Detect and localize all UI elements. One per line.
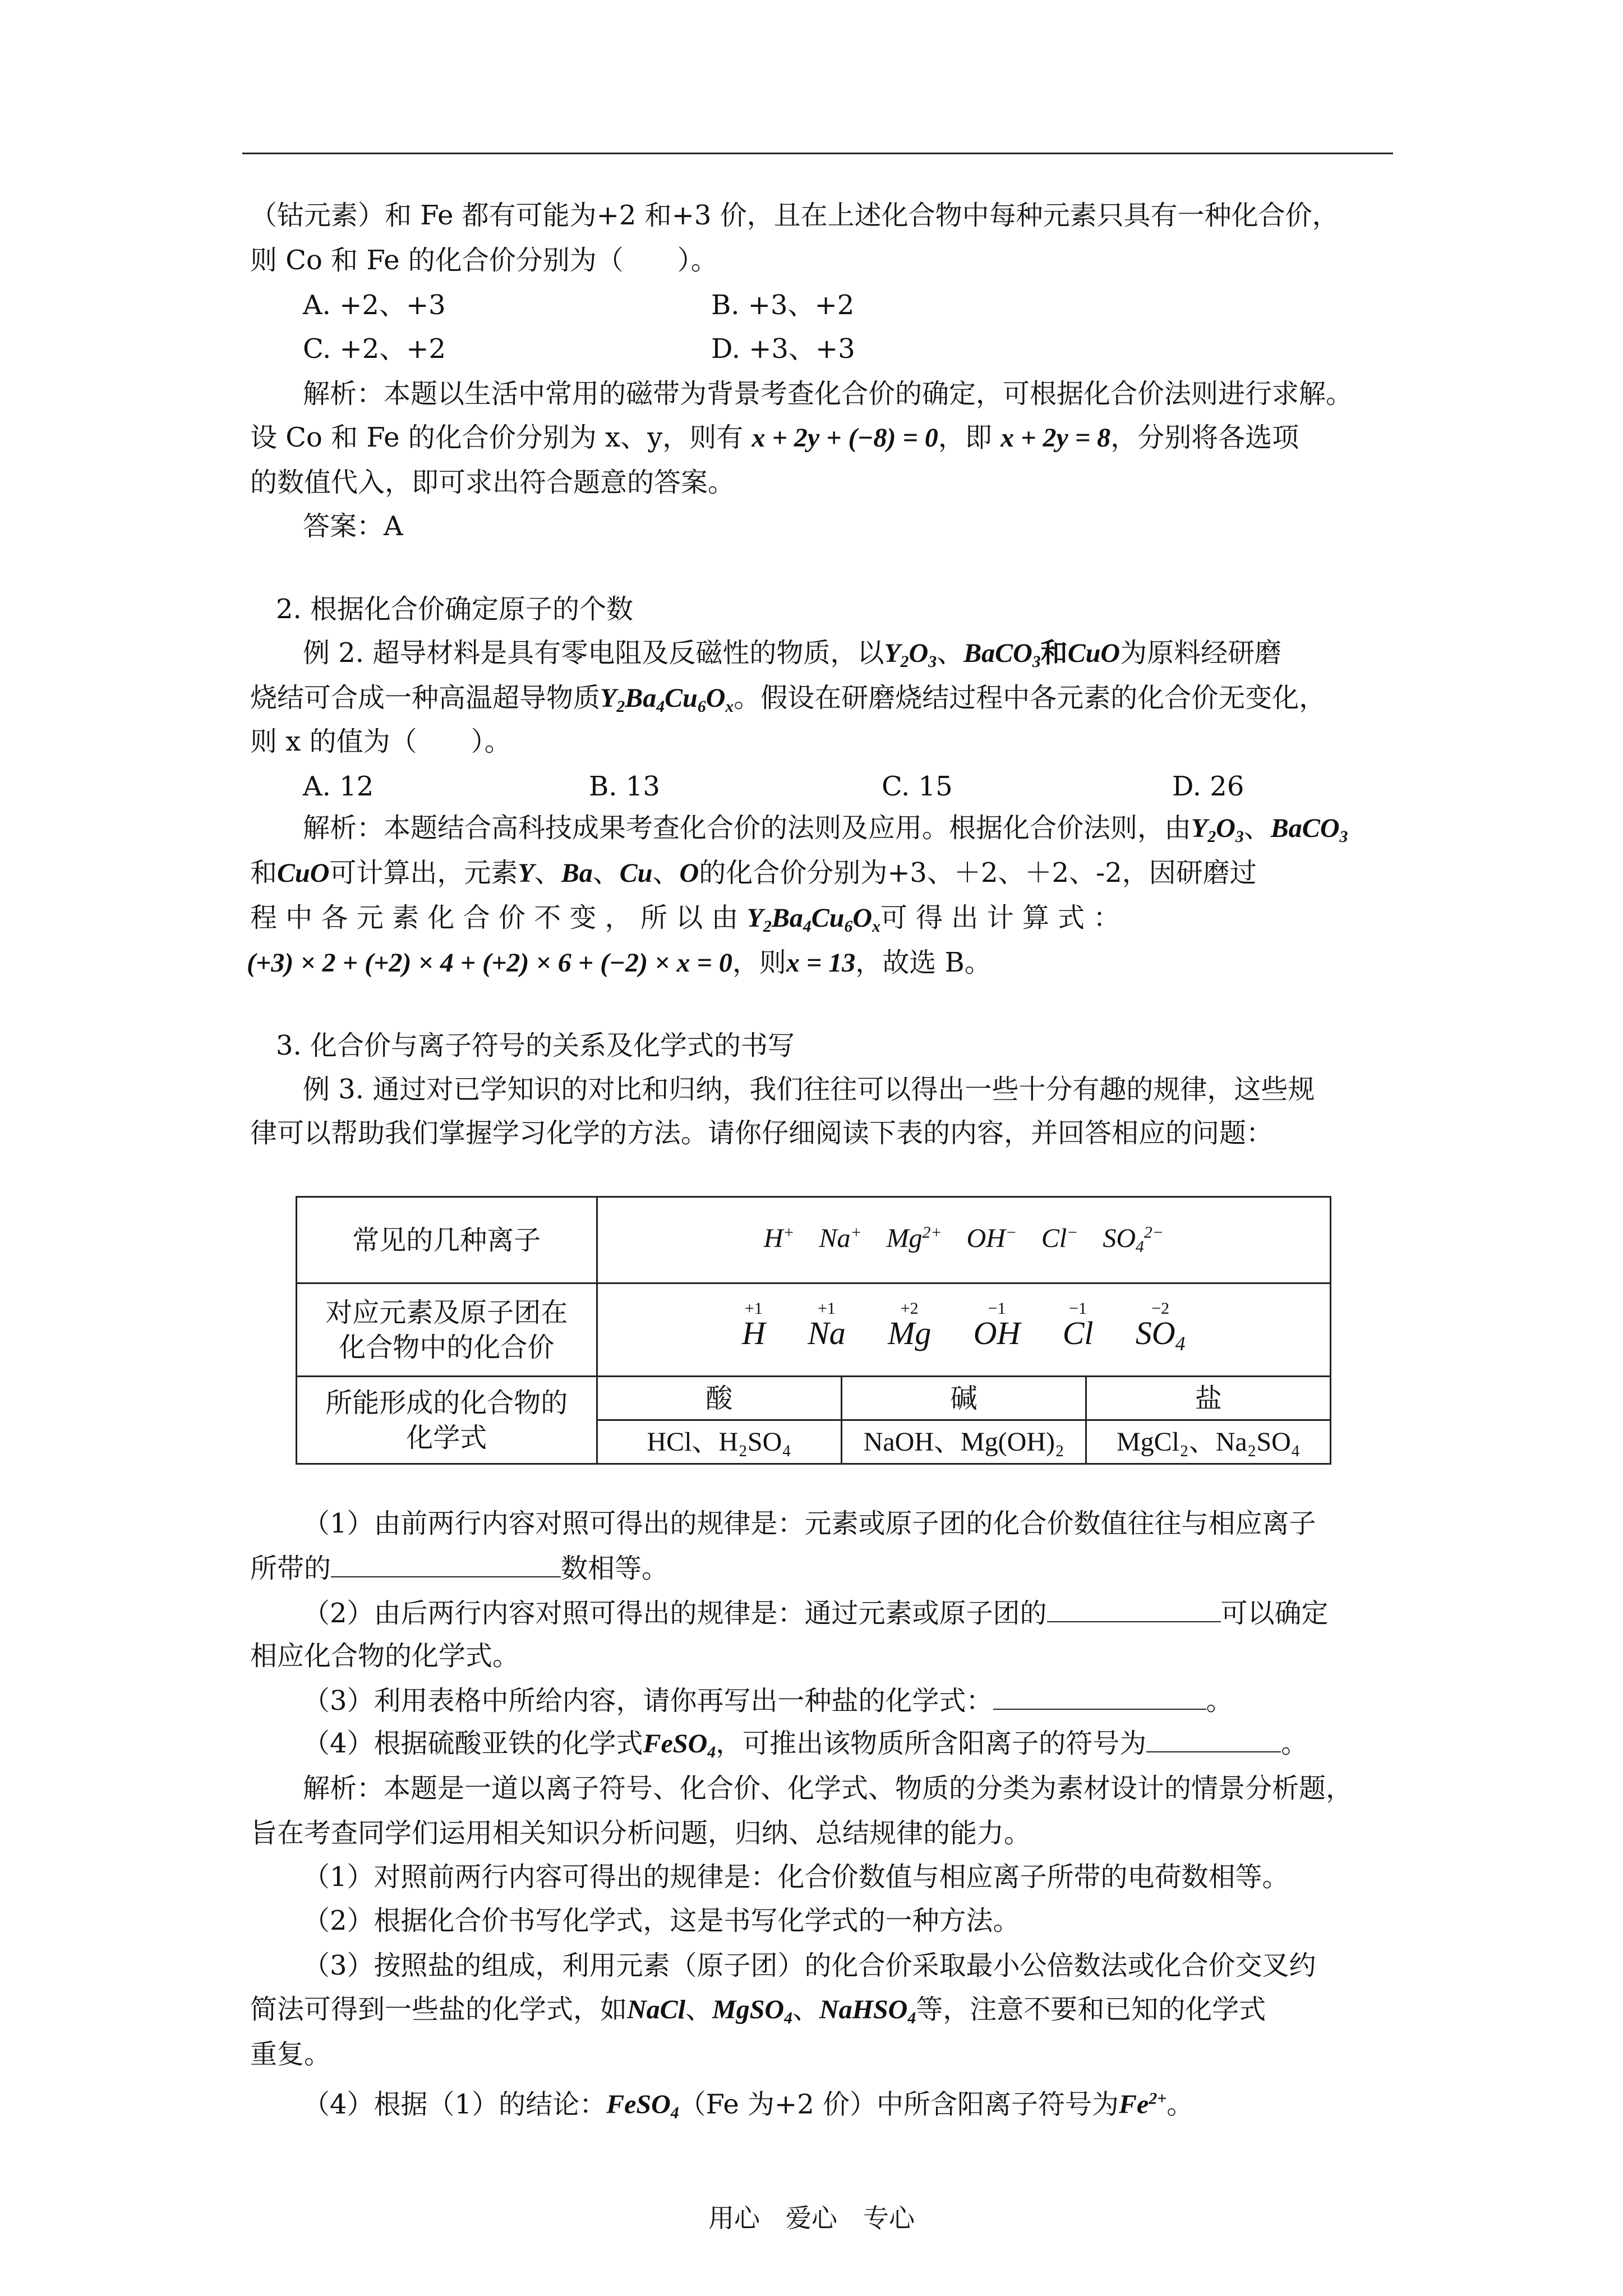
page-footer: 用心 爱心 专心 bbox=[708, 2203, 915, 2233]
equation: x + 2y + (−8) = 0 bbox=[751, 423, 938, 453]
analysis-text: （4）根据（1）的结论：FeSO$_4$（Fe 为+2 价）中所含阳离子符号为$Fe^{2+}$。 bbox=[303, 2088, 1194, 2123]
example-text: 律可以帮助我们掌握学习化学的方法。请你仔细阅读下表的内容，并回答相应的问题： bbox=[250, 1117, 1274, 1149]
table-row bbox=[297, 1197, 1331, 1283]
question-text: 相应化合物的化学式。 bbox=[250, 1640, 520, 1672]
formula-cuo: CuO bbox=[1067, 638, 1121, 668]
option-a: A. 12 bbox=[303, 771, 374, 802]
analysis-text: （2）根据化合价书写化学式，这是书写化学式的一种方法。 bbox=[303, 1905, 1020, 1936]
formula-y2o3: $Y_2O_3$ bbox=[884, 638, 937, 671]
table-row bbox=[297, 1377, 1331, 1420]
example-text: 烧结可合成一种高温超导物质$Y_2Ba_4Cu_6O_x$。假设在研磨烧结过程中各元素的化合价无变化， bbox=[250, 682, 1326, 716]
option-b: B. 13 bbox=[589, 771, 660, 802]
col-acid: 酸 bbox=[597, 1377, 841, 1420]
row-header: 对应元素及原子团在 化合物中的化合价 bbox=[297, 1283, 597, 1377]
analysis-text: 简法可得到一些盐的化学式，如NaCl、MgSO$_4$、NaHSO$_4$等，注意不要和已知的化学式 bbox=[250, 1994, 1266, 2027]
option-a: A. +2、+3 bbox=[303, 289, 446, 321]
row-header: 所能形成的化合物的 化学式 bbox=[297, 1377, 597, 1464]
example-text: 例 2. 超导材料是具有零电阻及反磁性的物质，以$Y_2O_3$、BaCO$_3$和CuO为原料经研磨 bbox=[303, 637, 1282, 671]
analysis-text: 解析：本题结合高科技成果考查化合价的法则及应用。根据化合价法则，由$Y_2O_3$、BaCO$_3$ bbox=[303, 812, 1348, 846]
analysis-text: 程 中 各 元 素 化 合 价 不 变 ， 所 以 由 $Y_2Ba_4Cu_6O_x$可 得 出 计 算 式 ： bbox=[250, 902, 1121, 936]
question-text: （2）由后两行内容对照可得出的规律是：通过元素或原子团的 可以确定 bbox=[303, 1595, 1329, 1630]
formula-baco3: BaCO$_3$ bbox=[963, 638, 1041, 671]
table-row bbox=[297, 1283, 1331, 1377]
question-text: 所带的 数相等。 bbox=[250, 1550, 668, 1585]
analysis-text: （1）对照前两行内容可得出的规律是：化合价数值与相应离子所带的电荷数相等。 bbox=[303, 1861, 1289, 1893]
valence-cell: +1 H +1 Na +2 Mg −1 OH −1 Cl −2 $SO_4$ bbox=[597, 1283, 1330, 1377]
question-text: （1）由前两行内容对照可得出的规律是：元素或原子团的化合价数值往往与相应离子 bbox=[303, 1508, 1316, 1539]
analysis-text: 解析：本题是一道以离子符号、化合价、化学式、物质的分类为素材设计的情景分析题， bbox=[303, 1773, 1353, 1804]
ions-cell: H+ Na+ $Mg^{2+}$ OH− Cl− $SO_4^{2-}$ bbox=[597, 1197, 1330, 1283]
analysis-text: 设 Co 和 Fe 的化合价分别为 x、y，则有 x + 2y + (−8) = 0，即 x + 2y = 8，分别将各选项 bbox=[250, 422, 1299, 453]
option-c: C. 15 bbox=[882, 771, 953, 802]
header-rule bbox=[242, 153, 1393, 154]
option-b: B. +3、+2 bbox=[711, 289, 855, 321]
answer-blank bbox=[993, 1683, 1206, 1710]
answer-blank bbox=[1146, 1726, 1281, 1752]
text-line: 则 Co 和 Fe 的化合价分别为（ ）。 bbox=[250, 245, 718, 276]
analysis-text: 旨在考查同学们运用相关知识分析问题，归纳、总结规律的能力。 bbox=[250, 1818, 1031, 1849]
section-heading: 2. 根据化合价确定原子的个数 bbox=[276, 593, 634, 625]
equation: (+3) × 2 + (+2) × 4 + (+2) × 6 + (−2) × x = 0 bbox=[247, 948, 732, 978]
analysis-text: （3）按照盐的组成，利用元素（原子团）的化合价采取最小公倍数法或化合价交叉约 bbox=[303, 1950, 1316, 1981]
option-d: D. 26 bbox=[1172, 771, 1244, 802]
analysis-text: 重复。 bbox=[250, 2039, 331, 2070]
section-heading: 3. 化合价与离子符号的关系及化学式的书写 bbox=[276, 1030, 795, 1061]
acid-formula: HCl、H₂SO₄ bbox=[597, 1420, 841, 1464]
answer-blank bbox=[1047, 1595, 1221, 1622]
question-text: （4）根据硫酸亚铁的化学式FeSO$_4$，可推出该物质所含阳离子的符号为 。 bbox=[303, 1726, 1308, 1769]
ion-table bbox=[296, 1196, 1331, 1465]
answer-text: 答案：A bbox=[303, 510, 403, 542]
example-text: 例 3. 通过对已学知识的对比和归纳，我们往往可以得出一些十分有趣的规律，这些规 bbox=[303, 1074, 1315, 1105]
analysis-text: 解析：本题以生活中常用的磁带为背景考查化合价的确定，可根据化合价法则进行求解。 bbox=[303, 378, 1353, 409]
salt-formula: MgCl₂、Na₂SO₄ bbox=[1086, 1420, 1331, 1464]
formula-superconductor: $Y_2Ba_4Cu_6O_x$ bbox=[600, 683, 734, 716]
answer-blank bbox=[331, 1550, 561, 1577]
question-text: （3）利用表格中所给内容，请你再写出一种盐的化学式： 。 bbox=[303, 1683, 1233, 1718]
analysis-text: 的数值代入，即可求出符合题意的答案。 bbox=[250, 467, 735, 498]
option-c: C. +2、+2 bbox=[303, 333, 446, 365]
equation: x + 2y = 8 bbox=[1000, 423, 1111, 453]
example-text: 则 x 的值为（ ）。 bbox=[250, 726, 511, 757]
analysis-text: (+3) × 2 + (+2) × 4 + (+2) × 6 + (−2) × x = 0，则x = 13，故选 B。 bbox=[247, 947, 992, 978]
col-salt: 盐 bbox=[1086, 1377, 1331, 1420]
base-formula: NaOH、Mg(OH)₂ bbox=[841, 1420, 1086, 1464]
col-base: 碱 bbox=[841, 1377, 1086, 1420]
analysis-text: 和CuO可计算出，元素Y、Ba、Cu、O的化合价分别为+3、＋2、＋2、-2，因研磨过 bbox=[250, 857, 1257, 889]
row-header: 常见的几种离子 bbox=[297, 1197, 597, 1283]
option-d: D. +3、+3 bbox=[711, 333, 855, 365]
text-line: （钴元素）和 Fe 都有可能为+2 和+3 价，且在上述化合物中每种元素只具有一种化合价， bbox=[250, 200, 1339, 231]
